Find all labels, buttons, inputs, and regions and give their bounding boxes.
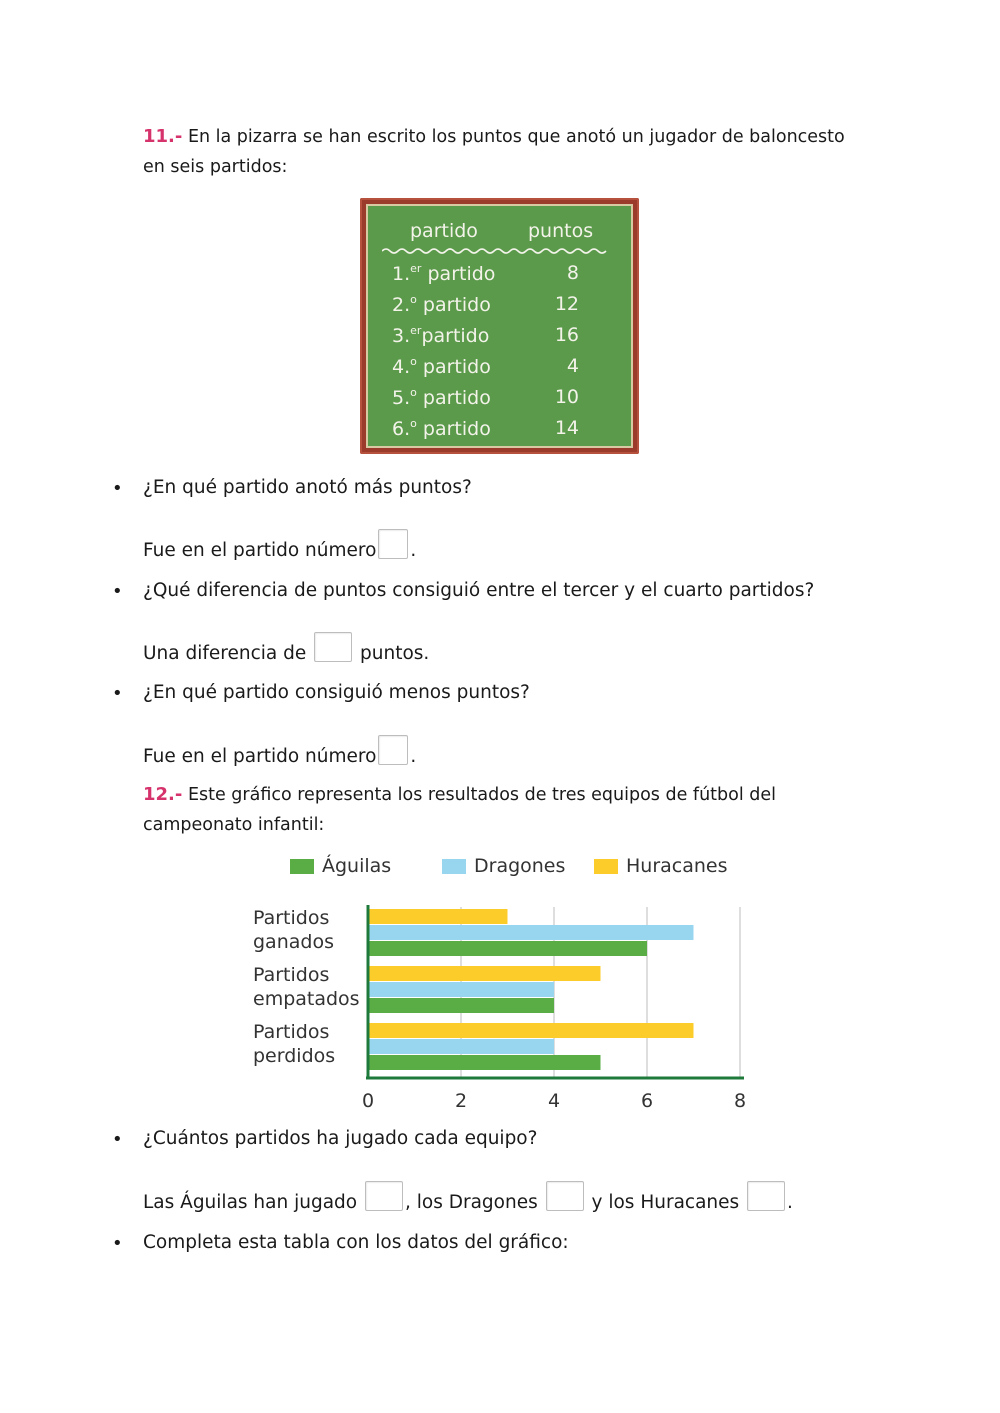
board-header-partido: partido [410, 220, 478, 242]
legend-dragones: Dragones [442, 855, 565, 877]
bar-huracanes [368, 1023, 694, 1038]
bar-águilas [368, 941, 647, 956]
category-label: perdidos [253, 1045, 336, 1067]
bar-huracanes [368, 909, 508, 924]
board-points: 12 [554, 293, 579, 315]
board-points: 14 [554, 417, 579, 439]
board-row: 3.$^{er}$partido 16 [392, 324, 579, 347]
answer-box-aguilas[interactable] [365, 1181, 403, 1211]
bar-dragones [368, 1039, 554, 1054]
board-wavy-line [382, 247, 608, 255]
category-label: Partidos [253, 1021, 330, 1043]
answer-box-huracanes[interactable] [747, 1181, 785, 1211]
answer-line-most-points: Fue en el partido número . [143, 529, 416, 563]
board-points: 4 [566, 355, 579, 377]
board-row: 1.$^{er}$ partido 8 [392, 262, 579, 285]
board-points: 8 [566, 262, 579, 284]
answer-line-difference: Una diferencia de puntos. [143, 632, 429, 666]
question-difference: ¿Qué diferencia de puntos consiguió entre el tercer y el cuarto partidos? [143, 580, 815, 601]
category-label: empatados [253, 988, 360, 1010]
exercise-12-intro [143, 780, 863, 840]
exercise-11-text: En la pizarra se han escrito los puntos que anotó un jugador de baloncesto en seis partidos: [143, 127, 845, 177]
question-least-points: ¿En qué partido consiguió menos puntos? [143, 682, 530, 703]
answer-line-games-played: Las Águilas han jugado , los Dragones y los Huracanes . [143, 1181, 793, 1215]
x-tick-label: 8 [733, 1090, 747, 1112]
bar-dragones [368, 925, 694, 940]
board-header-puntos: puntos [528, 220, 594, 242]
board-row: 5.$^o$ partido 10 [392, 386, 579, 409]
chalkboard-surface [366, 204, 633, 448]
bar-huracanes [368, 966, 601, 981]
bar-águilas [368, 1055, 601, 1070]
chalkboard [360, 198, 639, 454]
answer-line-least-points: Fue en el partido número . [143, 735, 416, 769]
board-points: 16 [554, 324, 579, 346]
answer-box-most-points[interactable] [378, 529, 408, 559]
question-games-played: ¿Cuántos partidos ha jugado cada equipo? [143, 1128, 538, 1149]
bullet: • [112, 581, 123, 602]
bar-chart [240, 895, 760, 1120]
bullet: • [112, 1129, 123, 1150]
x-tick-label: 4 [547, 1090, 561, 1112]
board-points: 10 [554, 386, 579, 408]
category-label: ganados [253, 931, 334, 953]
bullet: • [112, 1233, 123, 1254]
board-row: 4.$^o$ partido 4 [392, 355, 579, 378]
bullet: • [112, 683, 123, 704]
answer-box-difference[interactable] [314, 632, 352, 662]
bullet: • [112, 478, 123, 499]
bar-águilas [368, 998, 554, 1013]
bar-dragones [368, 982, 554, 997]
category-label: Partidos [253, 964, 330, 986]
question-complete-table: Completa esta tabla con los datos del gráfico: [143, 1232, 569, 1253]
exercise-11-number: 11.- [143, 126, 183, 147]
legend-swatch-huracanes [594, 859, 618, 874]
answer-box-dragones[interactable] [546, 1181, 584, 1211]
exercise-11-intro [143, 122, 863, 182]
exercise-12-text: Este gráfico representa los resultados de tres equipos de fútbol del campeonato infantil: [143, 785, 777, 835]
legend-huracanes: Huracanes [594, 855, 728, 877]
question-most-points: ¿En qué partido anotó más puntos? [143, 477, 472, 498]
legend-swatch-aguilas [290, 859, 314, 874]
x-tick-label: 0 [361, 1090, 375, 1112]
exercise-12-number: 12.- [143, 784, 183, 805]
category-label: Partidos [253, 907, 330, 929]
legend-aguilas: Águilas [290, 855, 391, 877]
legend-swatch-dragones [442, 859, 466, 874]
x-tick-label: 6 [640, 1090, 654, 1112]
board-row: 6.$^o$ partido 14 [392, 417, 579, 440]
x-tick-label: 2 [454, 1090, 468, 1112]
board-row: 2.$^o$ partido 12 [392, 293, 579, 316]
answer-box-least-points[interactable] [378, 735, 408, 765]
